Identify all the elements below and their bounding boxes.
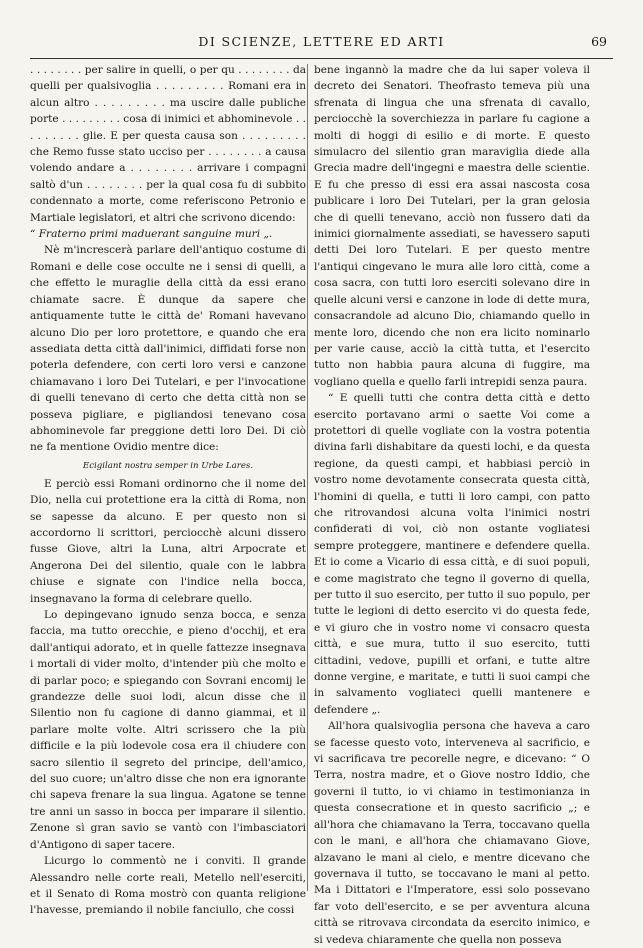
page-number: 69 — [591, 34, 607, 49]
running-header — [36, 34, 607, 52]
right-column — [314, 62, 590, 946]
left-column — [30, 62, 306, 917]
paragraph: E perciò essi Romani ordinorno che il nome del Dio, nella cui protettione era la città di Roma, non se sapesse da alcuno. E per questo non si accordorno li scrittori, perciocchè alcuni dissero fusse Giove, altri la Luna, altri Arpocrate et Angerona Dei del silentio, quale con le labbra chiuse e signate con l'indice nella bocca, insegnavano la forma di celebrare quello. — [30, 477, 306, 605]
journal-title: DI SCIENZE, LETTERE ED ARTI — [198, 34, 445, 49]
column-divider — [307, 64, 308, 891]
paragraph: All'hora qualsivoglia persona che haveva a caro se facesse questo voto, interveneva al sacrificio, e vi sacrificava tre pecorelle negre, e dicevano: “ O Terra, nostra madre, et o Giove nostro Iddio, che governi il tutto, io vi chiamo in testimonianza in questa consecratione et in questo sacrificio „; e all'hora che chiamavano la Terra, toccavano quella con le mani, e all'hora che chiamavano Giove, alzavano le mani al cielo, e mentre dicevano che governava il tutto, se toccavano le mani al petto. Ma i Dittatori e l'Imperatore, essi solo possevano far voto dell'esercito, e se per avventura alcuna città se ritrovava circondata da esercito inimico, e si vedeva chiaramente che quella non posseva — [314, 720, 590, 946]
latin-quote: “ Fraterno primi maduerant sanguine muri „. — [30, 228, 273, 241]
paragraph: bene ingannò la madre che da lui saper voleva il decreto dei Senatori. Theofrasto temeva più una sfrenata di lingua che una sfrenata di cavallo, perciocchè la soverchiezza in parlare fu cagione a molti di hoggi di esilio e di morte. E questo simulacro del silentio gran maraviglia diede alla Grecia madre dell'ingegni e maestra delle scientie. E fu che presso di essi era assai nascosta cosa publicare i loro Dei Tutelari, per la gran gelosia che di quelli tenevano, acciò non fussero dati da inimici giornalmente assediati, se havessero saputi detti Dei loro Tutelari. E per questo mentre l'antiqui cingevano le mura alle loro città, come a cosa sacra, con tutti loro eserciti solevano dire in quelle alcuni versi e canzone in lode di dette mura, consacrandole ad alcuno Dio, chiamando quello in mente loro, dicendo che non era licito nominarlo per varie cause, acciò la città tutta, et l'esercito tutto non habbia paura alcuna di fuggire, ma vogliano quella e quello farli intrepidi senza paura. — [314, 64, 590, 388]
header-rule — [30, 58, 613, 59]
latin-motto: Ecigilant nostra semper in Urbe Lares. — [82, 460, 254, 471]
paragraph: Lo depingevano ignudo senza bocca, e senza faccia, ma tutto orecchie, e pieno d'occhij, et era dall'antiqui adorato, et in quelle fattezze insegnava i mortali di vider molto, d'intender più che molto e di parlar poco; e spiegando con Sovrani encomij le grandezze delle suoi lodi, alcun disse che il Silentio non fu cagione di danno giammai, et il parlare molte volte. Altri scrissero che la più difficile e la più lodevole cosa era il chiudere con sacro silentio il segreto del principe, dell'amico, del suo cuore; un'altro disse che non era ignorante chi sapeva frenare la sua lingua. Agatone se tenne tre anni un sasso in bocca per imparare il silentio. Zenone sì gran savio se vantò con l'imbasciatori d'Antigono di saper tacere. — [30, 609, 306, 851]
paragraph: Licurgo lo commentò ne i conviti. Il grande Alessandro nelle corte reali, Metello nell'eserciti, et il Senato di Roma mostrò con quanta religione l'havesse, premiando il nobile fanciullo, che cossi — [30, 855, 306, 917]
paragraph: “ E quelli tutti che contra detta città e detto esercito portavano armi o saette Voi come a protettori di quelle vogliate con la vostra potentia divina farli dishabitare da questi lochi, e da questa regione, da questi campi, et habbiasi perciò in vostro nome devotamente consecrata questa città, l'homini di quella, e tutti li loro campi, con patto che ritrovandosi alcuna volta l'inimici nostri confiderati di voi, ciò non ostante vogliatesi sempre proteggere, mantinere e defendere quella. Et io come a Vicario di essa città, e di suoi populi, e come magistrato che tegno il governo di quella, per tutto il suo esercito, per tutto il suo populo, per tutte le legioni di detto esercito vi do questa fede, e vi giuro che in vostro nome vi consacro questa città, e sue mura, tutto il suo esercito, tutti cittadini, vedove, pupilli et orfani, e tutte altre donne vergine, e maritate, e tutti li suoi campi che in salvamento vogliateci quelli mantenere e defendere „. — [314, 392, 590, 716]
paragraph: Nè m'increscerà parlare dell'antiquo costume di Romani e delle cose occulte ne i sensi di quelli, a che effetto le muraglie della città da essi erano chiamate sacre. È dunque da sapere che antiquamente tutte le città de' Romani havevano alcuno Dio per loro protettore, e quando che era assediata detta città dall'inimici, diffidati forse non poterla defendere, con certi loro versi e canzone chiamavano i loro Dei Tutelari, e per l'invocatione di quelli tenevano di certo che detta città non se posseva pigliare, e pigliandosi tenevano cosa abhominevole far preggione detti loro Dei. Di ciò ne fa mentione Ovidio mentre dice: — [30, 244, 306, 454]
paragraph: . . . . . . . . per salire in quelli, o per qu . . . . . . . . da quelli per qualsivoglia . . . . . . . . . Romani era in alcun altro . . . . . . . . . ma uscire dalle publiche porte . . . . . . . . . cosa di inimici et abhominevole . . . . . . . . . glie. E per questa causa son . . . . . . . . . che Remo fusse stato ucciso per . . . . . . . . a causa volendo andare a . . . . . . . . arrivare i compagni saltò d'un . . . . . . . . per la qual cosa fu di subbito condennato a morte, come referiscono Petronio e Martiale legislatori, et altri che scrivono dicendo: — [30, 64, 306, 224]
